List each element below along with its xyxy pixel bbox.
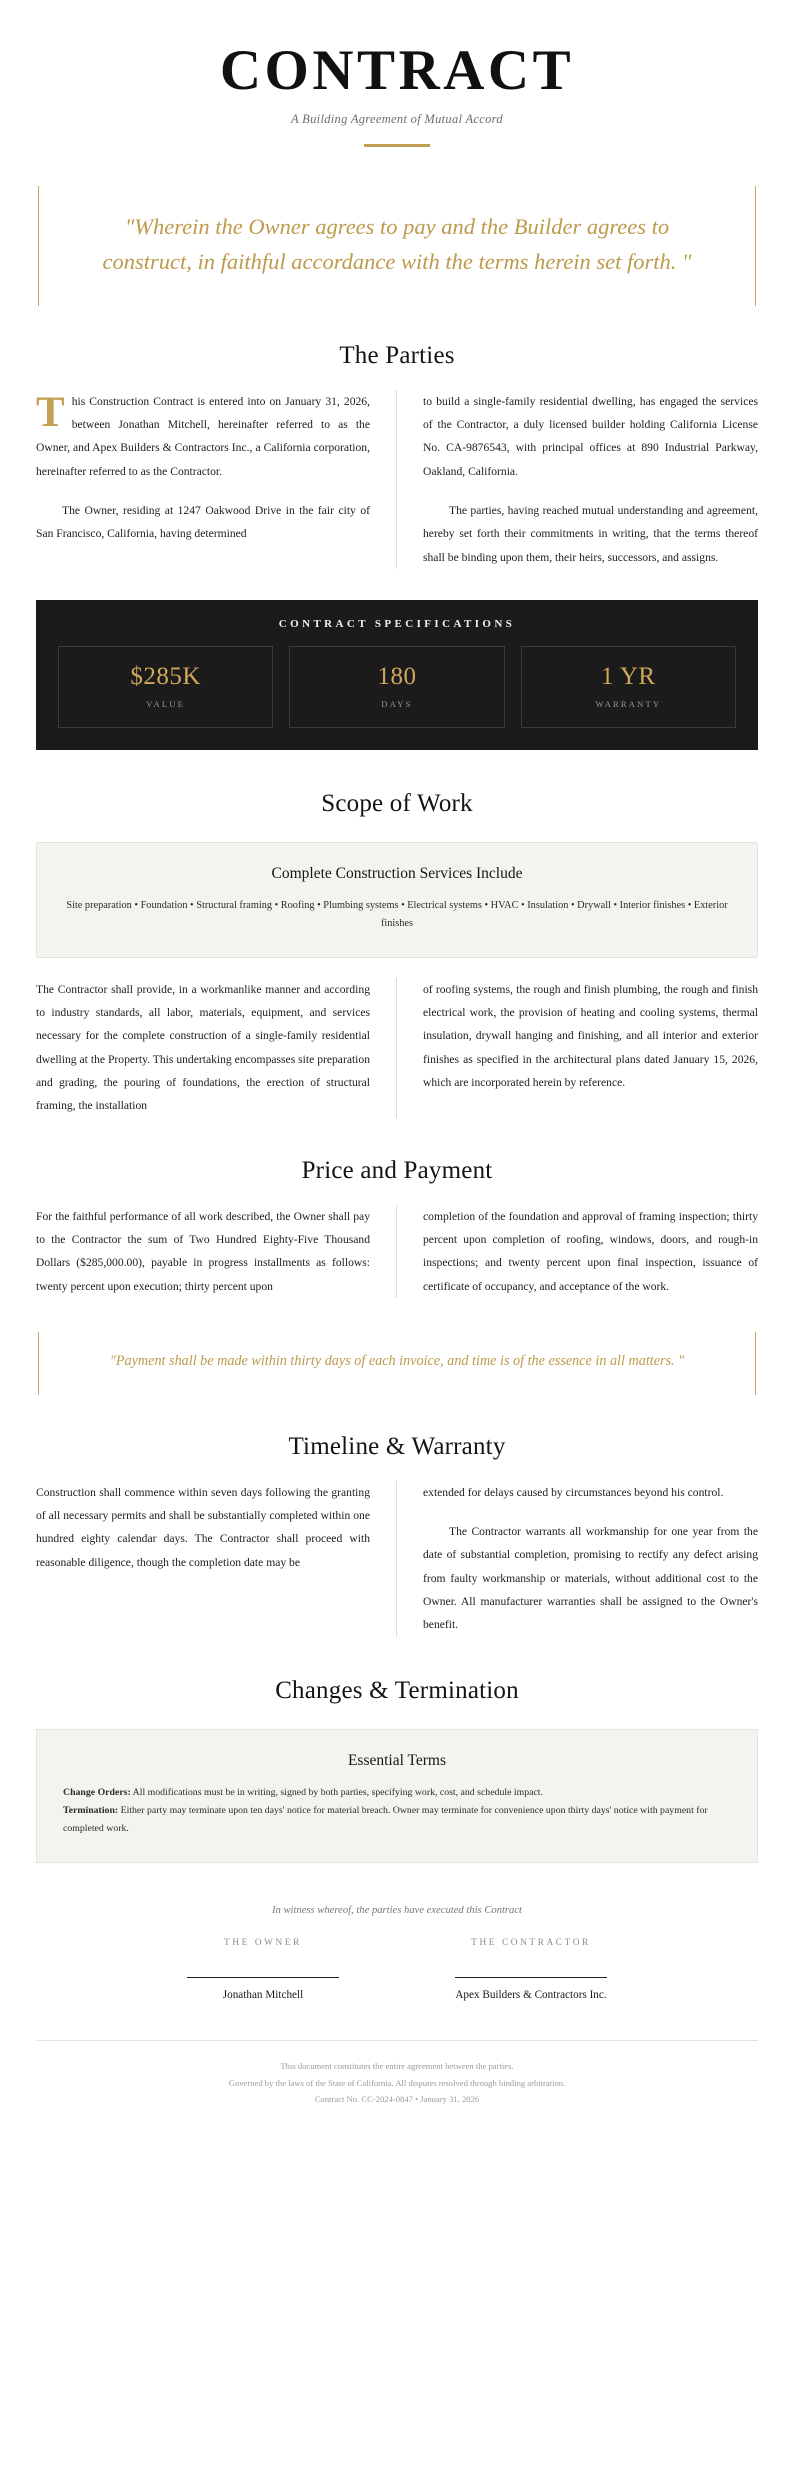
footer-divider: [36, 2040, 758, 2041]
signature-row: [36, 1938, 758, 2001]
price-body: [36, 1205, 758, 1298]
spec-warranty-label: WARRANTY: [595, 698, 662, 709]
signature-name-owner: Jonathan Mitchell: [222, 1988, 304, 2001]
parties-paragraph-3: to build a single-family residential dwelling, has engaged the services of the Contractor, a duly licensed builder holding California License No. CA-9876543, with principal offices at 890 Industrial Parkway, Oakland, California.: [423, 394, 758, 478]
parties-paragraph-2: The Owner, residing at 1247 Oakwood Drive in the fair city of San Francisco, California, having determined: [36, 503, 370, 541]
timeline-paragraph-3: The Contractor warrants all workmanship for one year from the date of substantial completion, promising to rectify any defect arising from faulty workmanship or materials, without additional cost to the Owner. All manufacturer warranties shall be assigned to the Owner's benefit.: [423, 1525, 758, 1632]
price-paragraph-2: completion of the foundation and approval of framing inspection; thirty percent upon completion of roofing, windows, doors, and rough-in inspections; and twenty percent upon final inspection, issuance of certificate of occupancy, and acceptance of the work.: [423, 1209, 758, 1293]
spec-days-label: DAYS: [381, 698, 413, 709]
specifications-title: CONTRACT SPECIFICATIONS: [278, 617, 516, 630]
price-paragraph-1: For the faithful performance of all work described, the Owner shall pay to the Contractor the sum of Two Hundred Eighty-Five Thousand Dollars ($285,000.00), payable in progress installments as follows: twenty percent upon execution; thirty percent upon: [36, 1209, 370, 1293]
scope-body: [36, 978, 758, 1118]
spec-value-amount: $285K: [130, 662, 201, 690]
signature-line-contractor: [455, 1977, 607, 1978]
scope-callout-title: Complete Construction Services Include: [271, 864, 523, 882]
parties-body: [36, 390, 758, 569]
scope-paragraph-1: The Contractor shall provide, in a workmanlike manner and according to industry standards, all labor, materials, equipment, and services necessary for the complete construction of a single-family residential dwelling at the Property. This undertaking encompasses site preparation and grading, the pouring of foundations, the erection of structural framing, the installation: [36, 982, 370, 1113]
termination-text: Either party may terminate upon ten days' notice for material breach. Owner may terminate for convenience upon thirty days' notice with payment for completed work.: [63, 1804, 708, 1834]
witness-statement: In witness whereof, the parties have executed this Contract: [272, 1904, 522, 1916]
signature-role-owner: THE OWNER: [224, 1937, 302, 1948]
signature-role-contractor: THE CONTRACTOR: [471, 1937, 591, 1948]
signature-line-owner: [187, 1977, 339, 1978]
timeline-paragraph-2: extended for delays caused by circumstances beyond his control.: [423, 1485, 724, 1499]
spec-days-amount: 180: [377, 662, 417, 690]
epigraph-text: "Wherein the Owner agrees to pay and the Builder agrees to construct, in faithful accordance with the terms herein set forth. ": [102, 214, 692, 274]
scope-column-left: [36, 978, 397, 1118]
termination-label: Termination:: [63, 1804, 119, 1816]
document-masthead: [36, 34, 758, 147]
scope-services-callout: [36, 842, 758, 958]
payment-pullquote-block: [38, 1332, 756, 1395]
parties-column-left: [36, 390, 397, 569]
parties-paragraph-1: [36, 390, 370, 483]
scope-callout-list: Site preparation • Foundation • Structural framing • Roofing • Plumbing systems • Electrical systems • HVAC • Insulation • Drywall • Interior finishes • Exterior finishes: [66, 899, 728, 929]
timeline-column-right: [397, 1481, 758, 1637]
signature-block-owner: [152, 1938, 374, 2001]
parties-paragraph-1-text: his Construction Contract is entered into on January 31, 2026, between Jonathan Mitchell, hereinafter referred to as the Owner, and Apex Builders & Contractors Inc., a California corporation, hereinafter referred to as the Contractor.: [36, 394, 370, 478]
essential-terms-callout: [36, 1729, 758, 1863]
signature-block-contractor: [420, 1938, 642, 2001]
parties-paragraph-4: The parties, having reached mutual understanding and agreement, hereby set forth their commitments in writing, that the terms thereof shall be binding upon them, their heirs, successors, and assigns.: [423, 503, 758, 564]
change-orders-text: All modifications must be in writing, signed by both parties, specifying work, cost, and schedule impact.: [130, 1786, 543, 1798]
footer-line-3: Contract No. CC-2024-0847 • January 31, 2026: [314, 2094, 480, 2105]
section-heading-timeline: Timeline & Warranty: [288, 1432, 506, 1460]
section-heading-price: Price and Payment: [301, 1156, 493, 1184]
specifications-grid: [58, 646, 736, 728]
contract-specifications-panel: [36, 600, 758, 750]
section-heading-parties: The Parties: [339, 341, 455, 369]
parties-column-right: [397, 390, 758, 569]
essential-terms-body: [63, 1784, 731, 1838]
epigraph-block: [38, 186, 756, 306]
drop-cap-letter: T: [36, 388, 65, 436]
price-column-right: [397, 1205, 758, 1298]
price-column-left: [36, 1205, 397, 1298]
gold-divider-rule: [364, 144, 430, 147]
essential-terms-title: Essential Terms: [347, 1751, 447, 1769]
timeline-column-left: [36, 1481, 397, 1637]
spec-warranty-amount: 1 YR: [601, 662, 656, 690]
section-heading-scope: Scope of Work: [321, 789, 473, 817]
document-subtitle: A Building Agreement of Mutual Accord: [291, 112, 503, 126]
scope-paragraph-2: of roofing systems, the rough and finish plumbing, the rough and finish electrical work, the provision of heating and cooling systems, thermal insulation, drywall hanging and finishing, and all interior and exterior finishes as specified in the architectural plans dated January 15, 2026, which are incorporated herein by reference.: [423, 982, 758, 1090]
footer-line-2: Governed by the laws of the State of California. All disputes resolved through binding arbitration.: [228, 2077, 566, 2088]
footer-line-1: This document constitutes the entire agreement between the parties.: [280, 2060, 514, 2071]
document-footer: [36, 2058, 758, 2108]
change-orders-label: Change Orders:: [63, 1786, 131, 1798]
payment-pullquote-text: "Payment shall be made within thirty days of each invoice, and time is of the essence in all matters. ": [109, 1352, 685, 1369]
timeline-paragraph-1: Construction shall commence within seven days following the granting of all necessary permits and shall be substantially completed within one hundred eighty calendar days. The Contractor shall proceed with reasonable diligence, though the completion date may be: [36, 1485, 370, 1569]
signature-name-contractor: Apex Builders & Contractors Inc.: [455, 1988, 607, 2001]
spec-value-label: VALUE: [146, 698, 186, 709]
section-heading-changes: Changes & Termination: [275, 1676, 519, 1704]
timeline-body: [36, 1481, 758, 1637]
spec-stat-warranty: [521, 646, 736, 728]
spec-stat-value: [58, 646, 273, 728]
page-title: CONTRACT: [219, 39, 575, 102]
spec-stat-days: [289, 646, 504, 728]
scope-column-right: [397, 978, 758, 1118]
